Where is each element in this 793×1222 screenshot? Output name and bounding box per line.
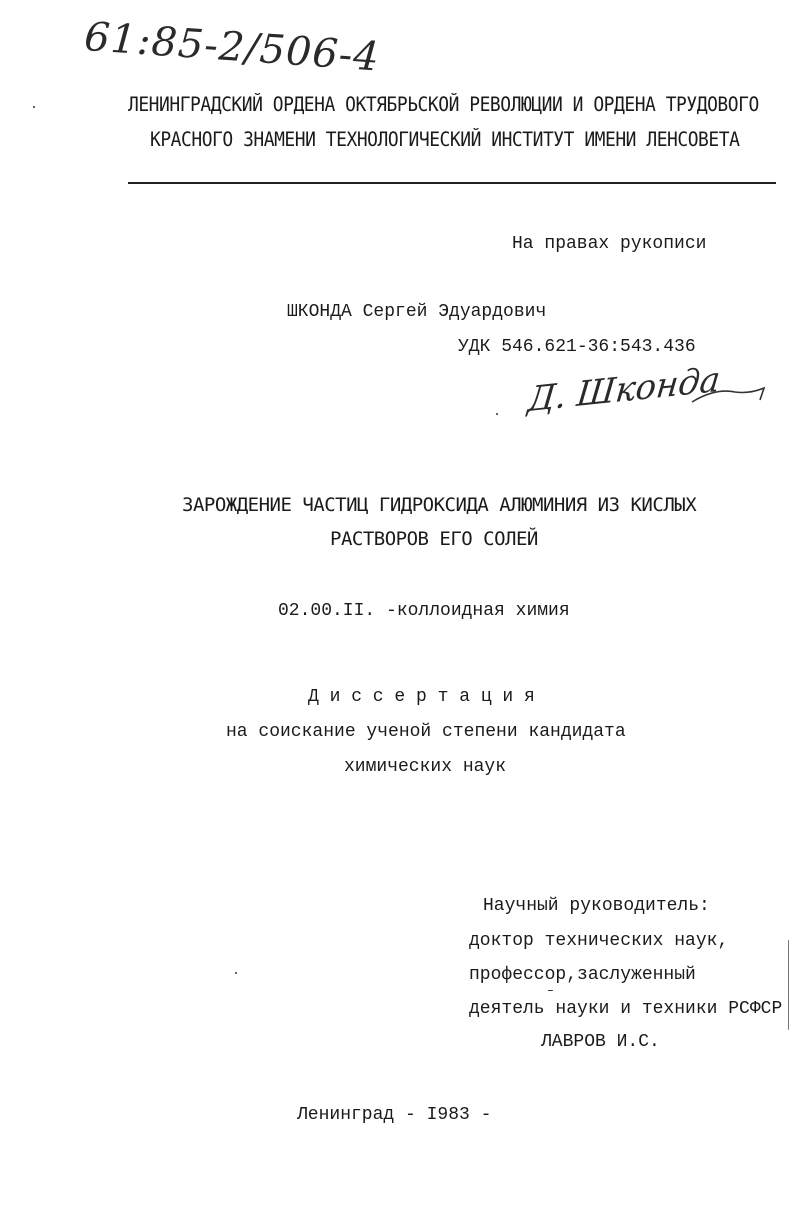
- dissertation-heading: Д и с с е р т а ц и я: [308, 687, 535, 707]
- udc-code: УДК 546.621-36:543.436: [458, 337, 696, 357]
- degree-line-1: на соискание ученой степени кандидата: [226, 722, 626, 742]
- supervisor-degree: доктор технических наук,: [469, 931, 729, 951]
- header-divider: [128, 182, 776, 184]
- stray-mark: [33, 106, 35, 108]
- stray-mark: [788, 940, 789, 1030]
- dissertation-title-line-2: РАСТВОРОВ ЕГО СОЛЕЙ: [330, 528, 538, 550]
- manuscript-rights: На правах рукописи: [512, 234, 707, 254]
- city-year: Ленинград - I983 -: [297, 1105, 492, 1125]
- supervisor-label: Научный руководитель:: [483, 896, 710, 916]
- stray-mark: [235, 972, 237, 974]
- dissertation-title-line-1: ЗАРОЖДЕНИЕ ЧАСТИЦ ГИДРОКСИДА АЛЮМИНИЯ ИЗ КИСЛЫХ: [182, 494, 697, 516]
- supervisor-title: профессор,заслуженный: [469, 965, 696, 985]
- archive-number: 61:85-2/506-4: [82, 14, 382, 81]
- institute-line-2: КРАСНОГО ЗНАМЕНИ ТЕХНОЛОГИЧЕСКИЙ ИНСТИТУТ ИМЕНИ ЛЕНСОВЕТА: [150, 128, 740, 151]
- specialty-code: 02.00.II. -коллоидная химия: [278, 601, 570, 621]
- stray-mark: [548, 990, 553, 991]
- signature-dot: [496, 413, 498, 415]
- signature-flourish: [690, 382, 770, 412]
- author-signature: Д. Шконда: [525, 359, 723, 421]
- degree-line-2: химических наук: [344, 757, 507, 777]
- supervisor-honor: деятель науки и техники РСФСР: [469, 999, 783, 1019]
- institute-line-1: ЛЕНИНГРАДСКИЙ ОРДЕНА ОКТЯБРЬСКОЙ РЕВОЛЮЦИИ И ОРДЕНА ТРУДОВОГО: [128, 93, 759, 116]
- supervisor-name: ЛАВРОВ И.С.: [541, 1032, 660, 1052]
- author-name: ШКОНДА Сергей Эдуардович: [287, 302, 547, 322]
